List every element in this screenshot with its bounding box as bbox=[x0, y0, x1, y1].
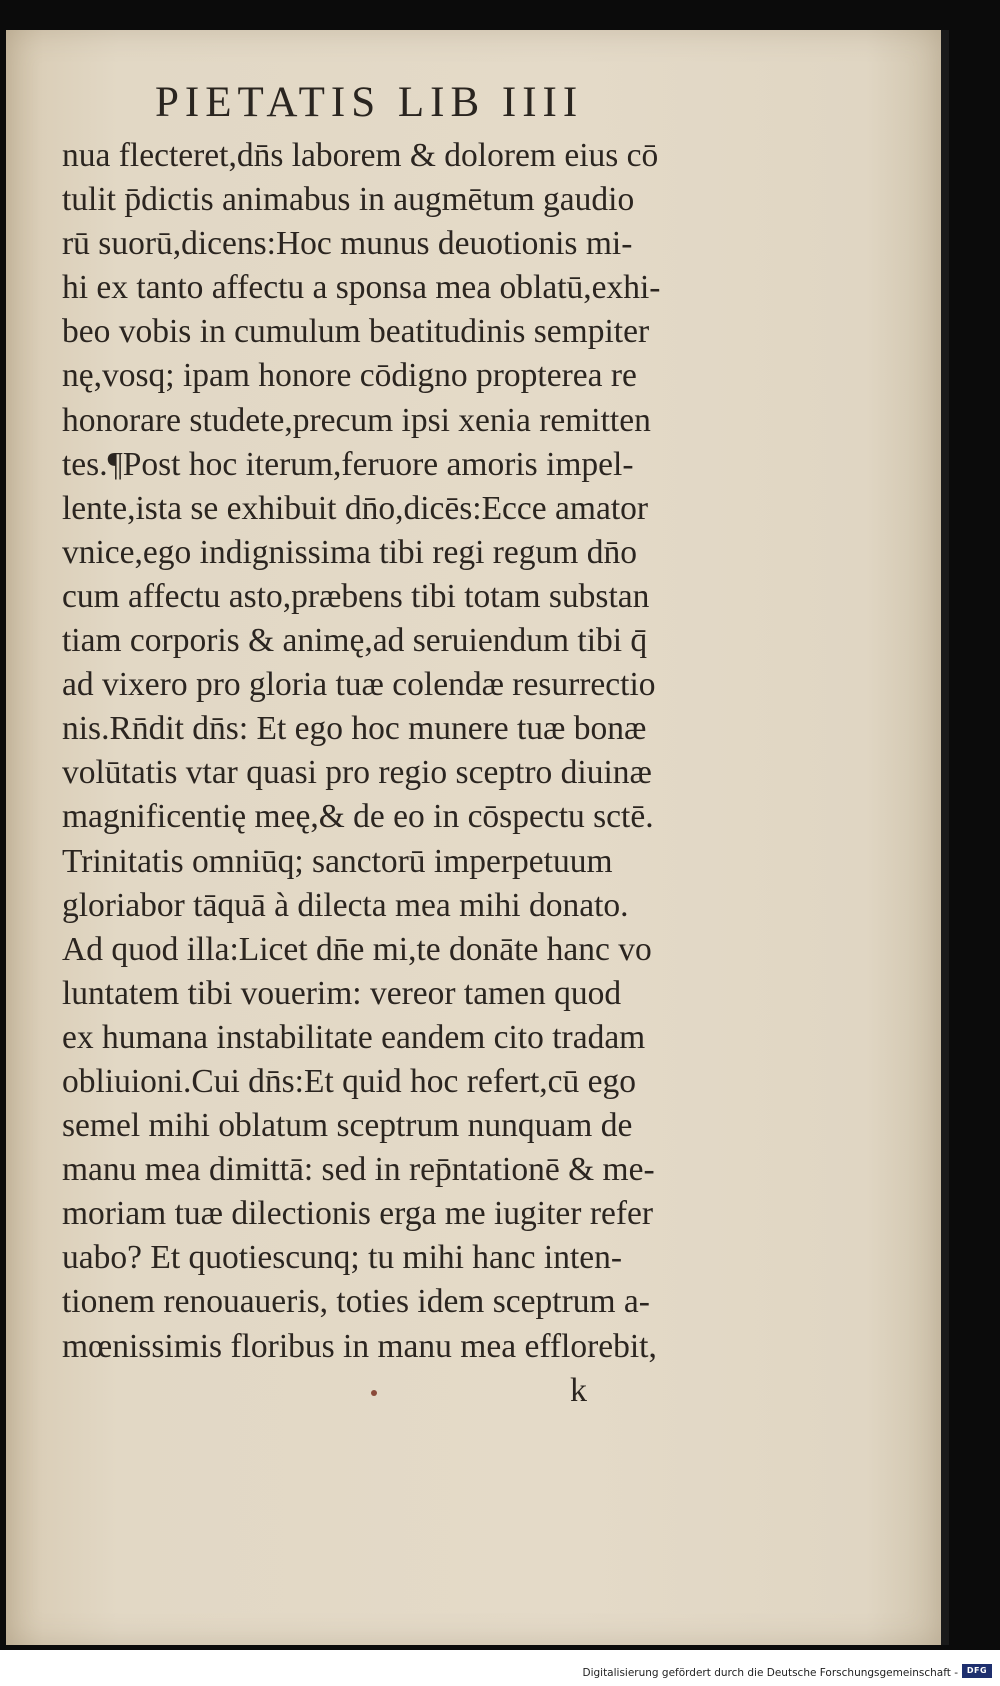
text-line: semel mihi oblatum sceptrum nunquam de bbox=[62, 1107, 633, 1145]
text-line: moriam tuæ dilectionis erga me iugiter refer bbox=[62, 1195, 654, 1233]
text-line: lente,ista se exhibuit dn̄o,dicēs:Ecce amator bbox=[62, 489, 649, 527]
ink-dot bbox=[371, 1390, 377, 1396]
text-line: Trinitatis omniūq; sanctorū imperpetuum bbox=[62, 842, 613, 880]
dfg-logo: DFG bbox=[962, 1664, 992, 1678]
running-head: PIETATIS LIB IIII bbox=[155, 79, 584, 126]
text-line: tiam corporis & animę,ad seruiendum tibi q̄ bbox=[62, 622, 648, 660]
text-line: ex humana instabilitate eandem cito tradam bbox=[62, 1018, 646, 1056]
text-line: rū suorū,dicens:Hoc munus deuotionis mi- bbox=[62, 225, 633, 263]
text-line: volūtatis vtar quasi pro regio sceptro diuinæ bbox=[62, 754, 652, 792]
text-line: nua flecteret,dn̄s laborem & dolorem eius cō bbox=[62, 137, 659, 174]
text-line: gloriabor tāquā à dilecta mea mihi donato. bbox=[62, 886, 629, 924]
footer-credit: Digitalisierung gefördert durch die Deutsche Forschungsgemeinschaft - bbox=[582, 1667, 958, 1679]
text-line: honorare studete,precum ipsi xenia remitten bbox=[62, 401, 651, 439]
text-line: uabo? Et quotiescunq; tu mihi hanc inten- bbox=[62, 1239, 623, 1277]
text-line: mœnissimis floribus in manu mea efflorebit, bbox=[62, 1327, 657, 1365]
text-line: luntatem tibi vouerim: vereor tamen quod bbox=[62, 974, 622, 1012]
text-line: beo vobis in cumulum beatitudinis sempiter bbox=[62, 313, 650, 351]
text-line: tulit p̄dictis animabus in augmētum gaudio bbox=[62, 181, 635, 219]
text-line: vnice,ego indignissima tibi regi regum dn̄o bbox=[62, 533, 637, 571]
text-line: ad vixero pro gloria tuæ colendæ resurrectio bbox=[62, 666, 656, 704]
text-line: hi ex tanto affectu a sponsa mea oblatū,exhi- bbox=[62, 269, 661, 307]
text-line: cum affectu asto,præbens tibi totam substan bbox=[62, 577, 650, 615]
text-line: Ad quod illa:Licet dn̄e mi,te donāte hanc vo bbox=[62, 930, 652, 968]
page-edge bbox=[941, 30, 949, 1645]
text-line: tes.¶Post hoc iterum,feruore amoris impel- bbox=[62, 445, 634, 483]
text-line: nę,vosq; ipam honore cōdigno propterea re bbox=[62, 357, 637, 395]
body-text bbox=[62, 134, 782, 1369]
text-line: nis.Rn̄dit dn̄s: Et ego hoc munere tuæ bonæ bbox=[62, 710, 647, 748]
signature-mark: k bbox=[570, 1372, 587, 1409]
text-line: magnificentię meę,& de eo in cōspectu sctē. bbox=[62, 798, 654, 836]
text-line: obliuioni.Cui dn̄s:Et quid hoc refert,cū ego bbox=[62, 1062, 637, 1100]
text-line: tionem renouaueris, toties idem sceptrum a- bbox=[62, 1283, 650, 1321]
text-line: manu mea dimittā: sed in rep̄ntationē & me- bbox=[62, 1151, 655, 1189]
